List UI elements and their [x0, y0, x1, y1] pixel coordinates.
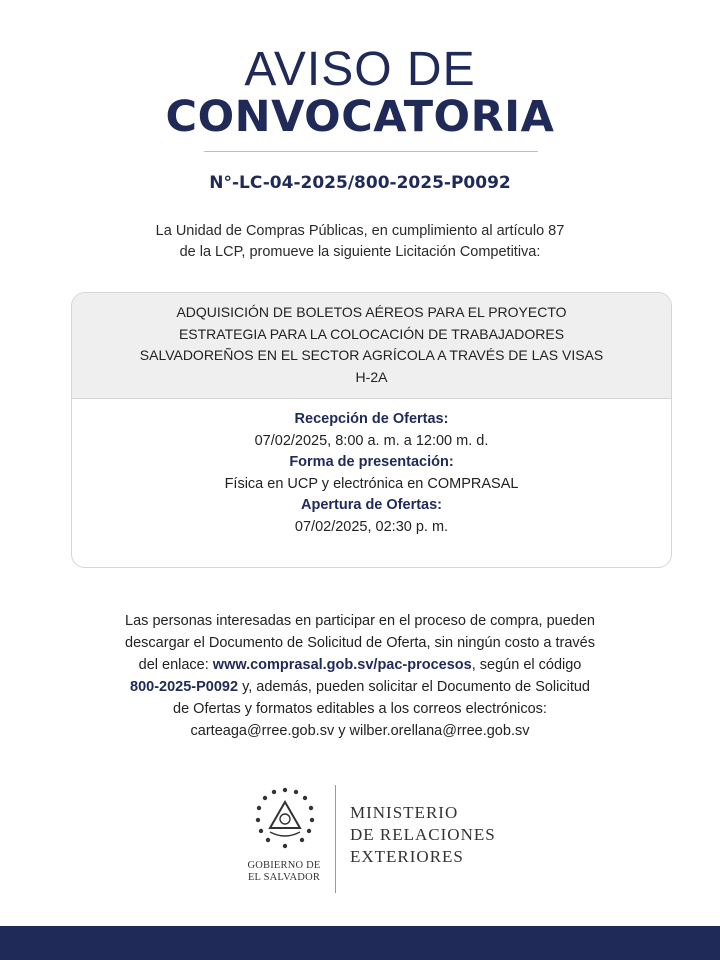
ministry-name: [350, 802, 550, 868]
tender-title-line: ESTRATEGIA PARA LA COLOCACIÓN DE TRABAJADORES: [178, 325, 565, 342]
comprasal-link[interactable]: www.comprasal.gob.sv/pac-procesos: [212, 657, 472, 673]
intro-text: [100, 221, 620, 263]
ministry-line-2: DE RELACIONES: [350, 825, 496, 844]
para-line-2: descargar el Documento de Solicitud de Oferta, sin ningún costo a través: [125, 635, 595, 651]
tender-title-line: H-2A: [355, 368, 388, 385]
tender-card-header: [72, 293, 671, 399]
logo-divider: [335, 785, 336, 893]
intro-line-2: de la LCP, promueve la siguiente Licitación Competitiva:: [179, 244, 541, 260]
coat-of-arms-icon: [240, 780, 330, 860]
reception-value: 07/02/2025, 8:00 a. m. a 12:00 m. d.: [254, 432, 489, 449]
tender-card: [71, 292, 672, 568]
form-value: Física en UCP y electrónica en COMPRASAL: [224, 475, 519, 492]
title-divider: [204, 151, 538, 152]
tender-title-line: ADQUISICIÓN DE BOLETOS AÉREOS PARA EL PROYECTO: [176, 304, 567, 320]
ministry-line-1: MINISTERIO: [350, 803, 459, 822]
process-code-bold: 800-2025-P0092: [130, 679, 239, 695]
para-line-5: de Ofertas y formatos editables a los correos electrónicos:: [173, 701, 547, 717]
para-line-3-pre: del enlace:: [138, 657, 213, 673]
government-name: [234, 860, 334, 884]
intro-line-1: La Unidad de Compras Públicas, en cumplimiento al artículo 87: [155, 223, 565, 239]
para-line-1: Las personas interesadas en participar en el proceso de compra, pueden: [125, 613, 595, 629]
contact-emails[interactable]: carteaga@rree.gob.sv y wilber.orellana@rree.gob.sv: [190, 723, 530, 739]
opening-label: Apertura de Ofertas:: [300, 497, 442, 513]
tender-card-body: [72, 409, 671, 538]
form-label: Forma de presentación:: [289, 454, 454, 470]
instructions-paragraph: [72, 610, 648, 742]
opening-value: 07/02/2025, 02:30 p. m.: [294, 518, 449, 535]
ministry-line-3: EXTERIORES: [350, 847, 464, 866]
reception-label: Recepción de Ofertas:: [294, 411, 449, 427]
gov-line-2: EL SALVADOR: [247, 872, 321, 883]
footer-bar: [0, 926, 720, 960]
government-logo: [240, 780, 540, 895]
process-code: N°-LC-04-2025/800-2025-P0092: [209, 173, 511, 193]
tender-title: [112, 302, 631, 388]
title-line-1: AVISO DE: [244, 43, 476, 96]
para-line-3-post: , según el código: [471, 657, 582, 673]
gov-line-1: GOBIERNO DE: [247, 860, 321, 871]
tender-title-line: SALVADOREÑOS EN EL SECTOR AGRÍCOLA A TRAVÉS DE LAS VISAS: [139, 347, 604, 363]
title-line-2: CONVOCATORIA: [165, 92, 555, 142]
para-line-4-post: y, además, pueden solicitar el Documento de Solicitud: [238, 679, 590, 695]
